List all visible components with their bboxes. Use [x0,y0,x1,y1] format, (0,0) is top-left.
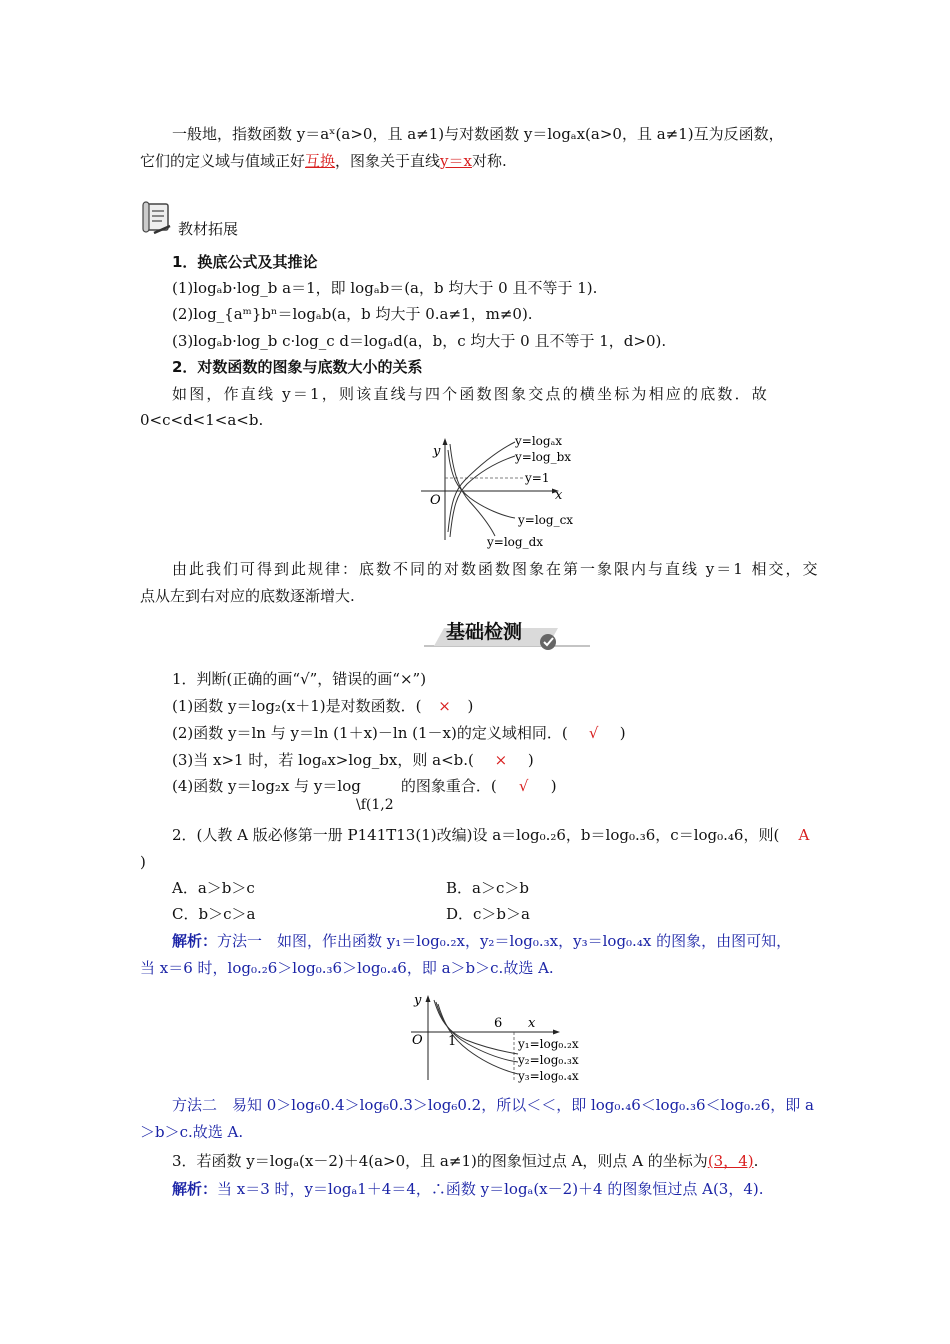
q2-option-b: B．a＞c＞b [446,879,529,897]
fig2-label-1: y₁=log₀.₂x [518,1037,579,1051]
q2-solution-label: 解析： [172,932,218,950]
fig1-axis-x: x [555,488,563,503]
q1-answer-4: √ [518,777,529,795]
q1-item-2-text: (2)函数 y＝ln 与 y＝ln (1＋x)－ln (1－x)的定义域相同．( [172,724,568,742]
q1-item-2-close: ) [619,724,626,742]
q1-item-4-close: ) [550,777,557,795]
intro-line-2 [140,151,507,171]
q2-stem-text: 2．(人教 A 版必修第一册 P141T13(1)改编)设 a＝log₀.₂6，b＝log₀.₃6，c＝log₀.₄6，则( [172,826,780,844]
fig1-origin: O [430,493,441,508]
q2-solution-3: 方法二 易知 0＞log₆0.4＞log₆0.3＞log₆0.2，所以＜＜，即 log₀.₄6＜log₀.₃6＜log₀.₂6，即 a [172,1096,814,1114]
extension-heading-2: 2．对数函数的图象与底数大小的关系 [172,358,423,376]
q1-item-4-text-a: (4)函数 y＝log₂x 与 y＝log [172,777,361,795]
scroll-pen-icon [140,200,174,236]
formula-2: (2)log_{aᵐ}bⁿ＝logₐb(a，b 均大于 0.a≠1，m≠0). [172,305,533,323]
q1-item-4-text-b: 的图象重合．( [400,777,497,795]
log-decreasing-figure [406,990,586,1086]
q2-solution-4: ＞b＞c.故选 A. [140,1123,244,1141]
q1-item-4 [172,776,557,796]
log-curves-figure [415,432,575,550]
q3-stem [172,1151,758,1171]
q2-solution-1 [172,931,791,951]
q1-answer-3: × [494,751,508,769]
fig1-label-a: y=logₐx [515,434,562,448]
fig2-label-3: y₃=log₀.₄x [518,1069,579,1083]
q3-solution-text: 当 x＝3 时，y＝logₐ1＋4＝4，∴函数 y＝logₐ(x－2)＋4 的图象恒过点 A(3，4). [217,1180,764,1198]
q3-solution [172,1179,764,1199]
intro-text-a: 它们的定义域与值域正好 [140,152,306,170]
q3-solution-label: 解析： [172,1180,218,1198]
q2-option-a: A．a＞b＞c [172,879,255,897]
fig1-label-c: y=log_cx [518,513,574,527]
q1-stem: 1．判断(正确的画“√”，错误的画“×”) [172,670,427,688]
fig2-label-2: y₂=log₀.₃x [518,1053,579,1067]
q1-item-3 [172,750,534,770]
fig2-axis-x: x [528,1016,536,1031]
fig2-axis-y: y [414,993,422,1008]
q1-item-3-text: (3)当 x>1 时，若 logₐx>log_bx，则 a<b.( [172,751,474,769]
formula-3: (3)logₐb·log_b c·log_c d＝logₐd(a，b，c 均大于 0 且不等于 1，d>0). [172,332,667,350]
q2-stem-close: ) [140,853,146,871]
formula-1: (1)logₐb·log_b a＝1，即 logₐb＝(a，b 均大于 0 且不等于 1). [172,279,598,297]
fig1-axis-y: y [433,444,441,459]
q2-solution-2: 当 x＝6 时，log₀.₂6＞log₀.₃6＞log₀.₄6，即 a＞b＞c.故选 A. [140,959,554,977]
blank-answer-2: y＝x [440,152,472,170]
fig2-origin: O [412,1033,423,1048]
fig1-label-b: y=log_bx [515,450,572,464]
fig1-label-d: y=log_dx [487,535,544,549]
paragraph-2a: 由此我们可得到此规律：底数不同的对数函数图象在第一象限内与直线 y＝1 相交，交 [172,560,820,578]
q1-item-4-fraction-code: \f(1,2 [356,797,394,813]
paragraph-2b: 点从左到右对应的底数逐渐增大. [140,587,355,605]
q3-stem-text: 3．若函数 y＝logₐ(x－2)＋4(a>0，且 a≠1)的图象恒过点 A，则点 A 的坐标为 [172,1152,708,1170]
q1-item-2 [172,723,626,743]
q2-stem [172,825,809,845]
q1-item-1 [172,696,473,716]
q1-answer-2: √ [588,724,599,742]
q2-option-d: D．c＞b＞a [446,905,530,923]
fig2-tick-6: 6 [494,1016,503,1031]
extension-heading-1: 1．换底公式及其推论 [172,253,318,271]
intro-line-1: 一般地，指数函数 y＝aˣ(a>0，且 a≠1)与对数函数 y＝logₐx(a>0，且 a≠1)互为反函数， [172,125,784,143]
fig2-tick-1: 1 [448,1034,457,1049]
q2-solution-1-text: 方法一 如图，作出函数 y₁＝log₀.₂x，y₂＝log₀.₃x，y₃＝log₀.₄x 的图象，由图可知， [217,932,792,950]
q1-item-3-close: ) [527,751,534,769]
paragraph-1a: 如图，作直线 y＝1，则该直线与四个函数图象交点的横坐标为相应的底数．故 [172,385,769,403]
intro-text-c: 对称. [471,152,507,170]
extension-title: 教材拓展 [178,220,239,238]
q3-stem-end: . [753,1152,759,1170]
intro-text-b: ，图象关于直线 [335,152,441,170]
q1-item-1-close: ) [467,697,474,715]
q2-answer: A [798,826,810,844]
q1-answer-1: × [438,697,451,715]
section-title: 基础检测 [446,621,523,643]
blank-answer-1: 互换 [305,152,336,170]
paragraph-1b: 0<c<d<1<a<b. [140,411,264,429]
q1-item-1-text: (1)函数 y＝log₂(x＋1)是对数函数．( [172,697,422,715]
q3-answer: (3，4) [707,1152,754,1170]
fig1-label-y1: y=1 [525,471,550,485]
q2-option-c: C．b＞c＞a [172,905,256,923]
